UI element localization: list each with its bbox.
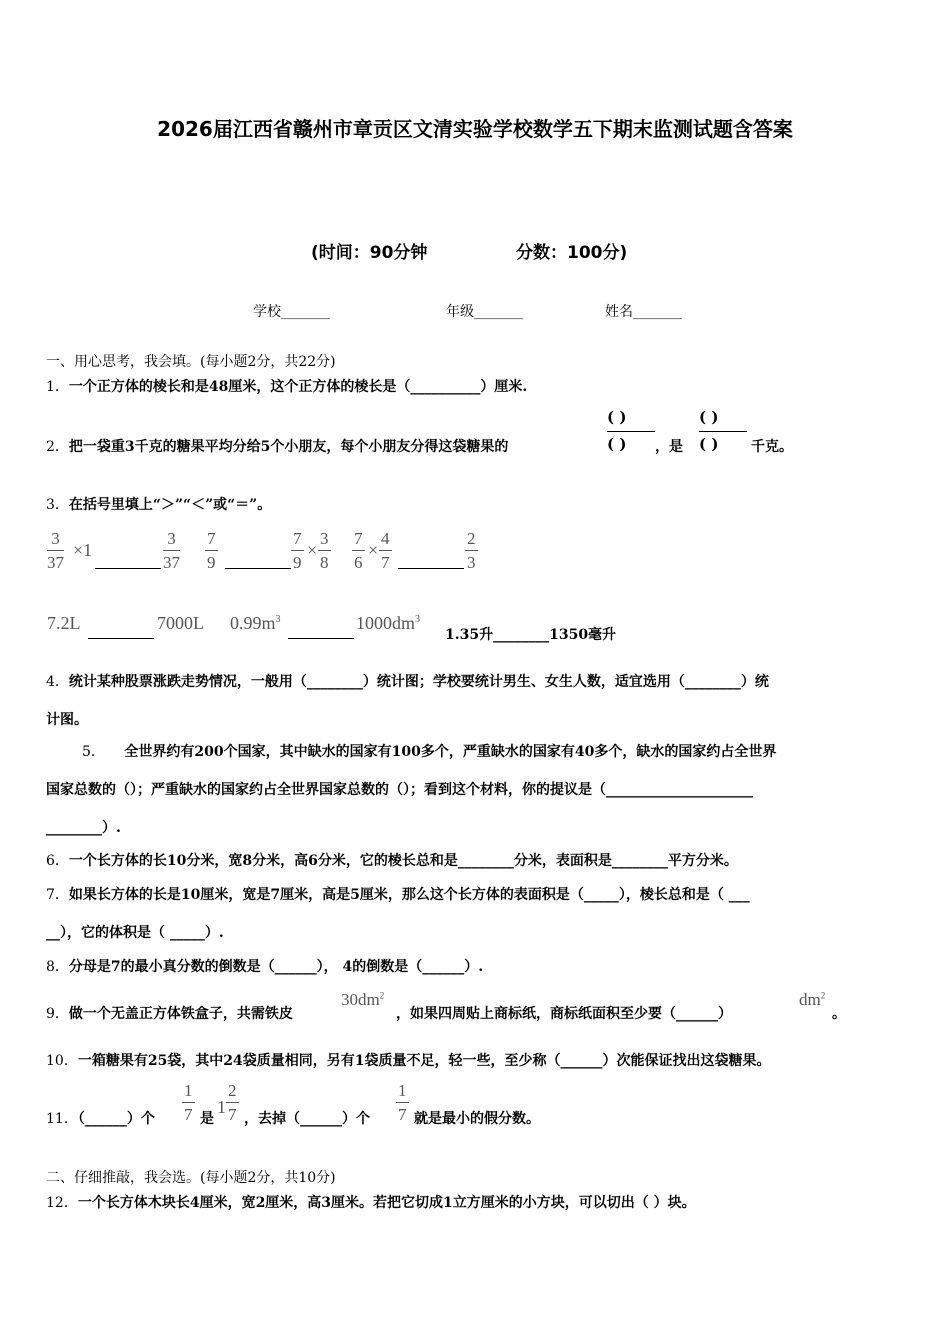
question-number: 1． [46, 379, 69, 395]
area-unit: $30dm^2$ [341, 990, 385, 1009]
fraction [318, 530, 331, 571]
question-text: 一个长方体木块长4厘米，宽2厘米，高3厘米。若把它切成1立方厘米的小方块，可以切出（ ）块。 [77, 1195, 696, 1211]
fraction [396, 1082, 409, 1123]
numerator: 7 [205, 530, 218, 551]
grade-field: 年级_______ [446, 304, 523, 320]
question-10 [46, 1050, 771, 1070]
fraction-blank-numerator: ( ) [699, 408, 719, 426]
fraction [47, 530, 64, 571]
volume-value: $1000dm^3$ [356, 613, 421, 633]
denominator: 6 [354, 553, 363, 572]
question-text: 分母是7的最小真分数的倒数是（______）， 4的倒数是（______）. [68, 959, 484, 975]
question-number: 3． [46, 497, 69, 513]
operator: ×1 [73, 540, 93, 560]
question-text: 在括号里填上“＞”“＜”或“＝”。 [68, 497, 272, 513]
numerator: 3 [47, 530, 64, 551]
denominator: 7 [228, 1105, 237, 1124]
answer-blank[interactable] [225, 568, 291, 569]
question-5-line-3: ________）. [46, 820, 121, 836]
mixed-number-whole: 1 [217, 1097, 226, 1117]
question-1 [46, 376, 527, 396]
question-4-line-2: 计图。 [46, 712, 88, 728]
numerator: 7 [352, 530, 365, 551]
question-3 [46, 494, 271, 514]
fraction [163, 530, 180, 571]
denominator: 9 [207, 553, 216, 572]
question-text: 一个长方体的长10分米，宽8分米，高6分米，它的棱长总和是________分米，表面积是________平方分米。 [68, 853, 738, 869]
name-field: 姓名_______ [605, 304, 682, 320]
fraction [182, 1082, 195, 1123]
question-text: 。 [832, 1006, 846, 1022]
numerator: 2 [226, 1082, 239, 1103]
fraction-bar [607, 431, 655, 432]
denominator: 7 [184, 1105, 193, 1124]
operator: × [307, 540, 318, 560]
answer-blank[interactable] [95, 568, 161, 569]
numerator: 7 [291, 530, 304, 551]
question-text: ，如果四周贴上商标纸，商标纸面积至少要（______） [396, 1006, 732, 1022]
volume-value: 7000L [157, 613, 204, 633]
section-1-heading: 一、用心思考，我会填。(每小题2分，共22分) [46, 354, 336, 370]
denominator: 8 [320, 553, 329, 572]
fraction [379, 530, 392, 571]
question-text: 如果长方体的长是10厘米，宽是7厘米，高是5厘米，那么这个长方体的表面积是（_____），棱长总和是（ ___ [68, 887, 750, 903]
question-5 [82, 741, 776, 761]
fraction [352, 530, 365, 571]
exam-time: (时间：90分钟 [311, 243, 428, 263]
denominator: 7 [381, 553, 390, 572]
numerator: 2 [465, 530, 478, 551]
fraction-blank-numerator: ( ) [607, 408, 627, 426]
fraction [226, 1082, 239, 1123]
question-2 [46, 436, 508, 456]
denominator: 37 [47, 553, 64, 572]
answer-blank[interactable] [288, 638, 354, 639]
numerator: 1 [396, 1082, 409, 1103]
answer-blank[interactable] [398, 568, 464, 569]
question-text: 是 [200, 1111, 214, 1127]
question-text: （______）个 [77, 1111, 155, 1127]
question-9 [46, 1003, 293, 1023]
question-number: 12． [46, 1195, 78, 1211]
question-text: 做一个无盖正方体铁盒子，共需铁皮 [68, 1006, 293, 1022]
denominator: 3 [467, 553, 476, 572]
question-text: 一箱糖果有25袋，其中24袋质量相同，另有1袋质量不足，轻一些，至少称（______）次能保证找出这袋糖果。 [77, 1053, 771, 1069]
fraction [465, 530, 478, 571]
numerator: 4 [379, 530, 392, 551]
page-title: 2026届江西省赣州市章贡区文清实验学校数学五下期末监测试题含答案 [157, 117, 793, 141]
question-number: 9． [46, 1006, 69, 1022]
fraction-bar [699, 431, 747, 432]
volume-value: 7.2L [47, 613, 81, 633]
question-number: 5． [82, 744, 105, 760]
question-11 [46, 1108, 155, 1128]
question-number: 2． [46, 439, 69, 455]
fraction-blank-denominator: ( ) [607, 435, 627, 453]
question-number: 8． [46, 959, 69, 975]
section-2-heading: 二、仔细推敲，我会选。(每小题2分，共10分) [46, 1170, 336, 1186]
fraction [205, 530, 218, 571]
fraction [291, 530, 304, 571]
denominator: 9 [293, 553, 302, 572]
question-number: 6． [46, 853, 69, 869]
denominator: 37 [163, 553, 180, 572]
question-8 [46, 956, 483, 976]
question-text: 就是最小的假分数。 [414, 1111, 540, 1127]
question-text: 全世界约有200个国家，其中缺水的国家有100多个，严重缺水的国家有40多个，缺水的国家约占全世界 [124, 744, 777, 760]
numerator: 3 [163, 530, 180, 551]
question-7-line-2: __），它的体积是（ _____）. [46, 925, 224, 941]
question-6 [46, 850, 738, 870]
question-5-line-2: 国家总数的（）；严重缺水的国家约占全世界国家总数的（）；看到这个材料，你的提议是（_____________________ [46, 782, 753, 798]
fraction-blank-denominator: ( ) [699, 435, 719, 453]
volume-comparison: 1.35升________1350毫升 [445, 627, 617, 643]
question-number: 11． [46, 1111, 78, 1127]
question-text: 统计某种股票涨跌走势情况，一般用（________）统计图；学校要统计男生、女生人数，适宜选用（________）统 [68, 674, 769, 690]
question-4 [46, 671, 769, 691]
denominator: 7 [398, 1105, 407, 1124]
question-number: 7． [46, 887, 69, 903]
question-text: 把一袋重3千克的糖果平均分给5个小朋友，每个小朋友分得这袋糖果的 [68, 439, 509, 455]
numerator: 1 [182, 1082, 195, 1103]
area-unit: $dm^2$ [799, 990, 826, 1009]
volume-value: $0.99m^3$ [230, 613, 281, 633]
school-field: 学校_______ [253, 304, 330, 320]
question-text: ，去掉（______）个 [244, 1111, 370, 1127]
exam-score: 分数：100分) [516, 243, 628, 263]
answer-blank[interactable] [88, 638, 154, 639]
question-text: 千克。 [751, 439, 793, 455]
question-number: 10． [46, 1053, 78, 1069]
operator: × [368, 540, 379, 560]
question-12 [46, 1192, 696, 1212]
question-text: ，是 [655, 439, 683, 455]
numerator: 3 [318, 530, 331, 551]
question-text: 一个正方体的棱长和是48厘米，这个正方体的棱长是（__________）厘米. [68, 379, 528, 395]
question-number: 4． [46, 674, 69, 690]
question-7 [46, 884, 750, 904]
